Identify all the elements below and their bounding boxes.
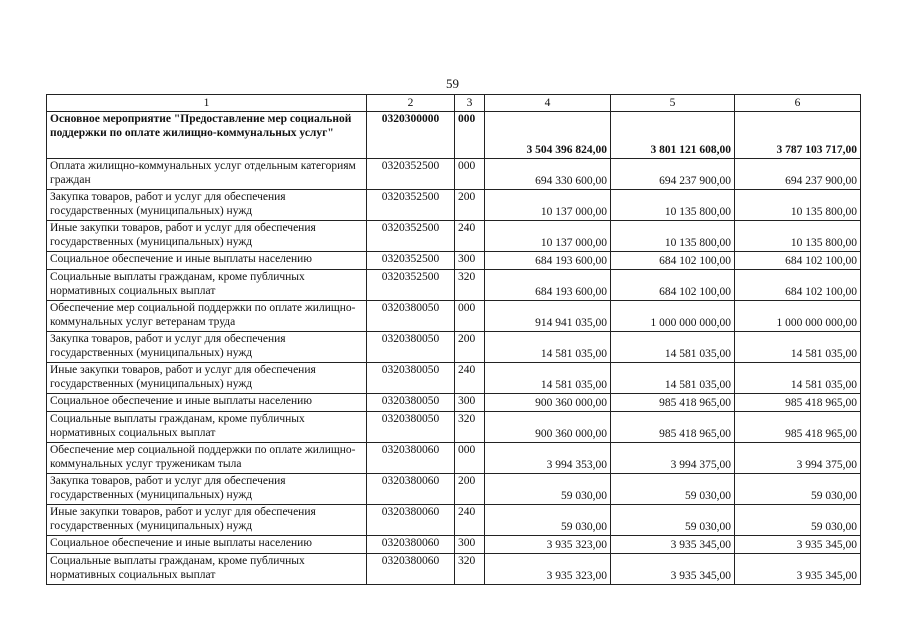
row-csr-code: 0320352500 [367,252,455,270]
row-amount-year1: 914 941 035,00 [485,301,611,332]
row-name: Социальные выплаты гражданам, кроме публичных нормативных социальных выплат [47,412,367,443]
row-vr-code: 320 [455,412,485,443]
row-amount-year2: 59 030,00 [611,474,735,505]
table-row [47,474,861,505]
row-amount-year2: 3 935 345,00 [611,554,735,585]
row-csr-code: 0320380060 [367,474,455,505]
row-amount-year3: 3 935 345,00 [735,554,861,585]
row-amount-year2: 10 135 800,00 [611,190,735,221]
row-vr-code: 200 [455,474,485,505]
row-amount-year3: 3 994 375,00 [735,443,861,474]
row-amount-year2: 3 801 121 608,00 [611,112,735,159]
row-vr-code: 000 [455,112,485,159]
row-amount-year1: 59 030,00 [485,505,611,536]
row-amount-year2: 3 994 375,00 [611,443,735,474]
row-name: Обеспечение мер социальной поддержки по оплате жилищно-коммунальных услуг ветеранам труда [47,301,367,332]
row-vr-code: 300 [455,394,485,412]
row-amount-year2: 14 581 035,00 [611,363,735,394]
table-row [47,301,861,332]
table-row [47,443,861,474]
table-row [47,554,861,585]
row-amount-year2: 14 581 035,00 [611,332,735,363]
row-amount-year1: 684 193 600,00 [485,252,611,270]
table-row [47,505,861,536]
table-row [47,332,861,363]
table-row [47,394,861,412]
row-name: Социальное обеспечение и иные выплаты населению [47,252,367,270]
row-name: Социальные выплаты гражданам, кроме публичных нормативных социальных выплат [47,554,367,585]
row-csr-code: 0320380060 [367,536,455,554]
row-name: Оплата жилищно-коммунальных услуг отдельным категориям граждан [47,159,367,190]
row-name: Закупка товаров, работ и услуг для обеспечения государственных (муниципальных) нужд [47,332,367,363]
row-amount-year1: 3 935 323,00 [485,554,611,585]
row-amount-year2: 1 000 000 000,00 [611,301,735,332]
row-amount-year1: 3 935 323,00 [485,536,611,554]
row-vr-code: 240 [455,505,485,536]
row-amount-year2: 985 418 965,00 [611,412,735,443]
row-name: Основное мероприятие "Предоставление мер социальной поддержки по оплате жилищно-коммунальных услуг" [47,112,367,159]
row-amount-year2: 3 935 345,00 [611,536,735,554]
table-row [47,363,861,394]
row-csr-code: 0320352500 [367,270,455,301]
row-vr-code: 320 [455,270,485,301]
row-csr-code: 0320380050 [367,332,455,363]
row-vr-code: 240 [455,363,485,394]
row-name: Обеспечение мер социальной поддержки по оплате жилищно-коммунальных услуг труженикам тыла [47,443,367,474]
row-amount-year1: 10 137 000,00 [485,190,611,221]
row-amount-year1: 59 030,00 [485,474,611,505]
row-amount-year2: 10 135 800,00 [611,221,735,252]
column-header: 3 [455,95,485,112]
column-header: 4 [485,95,611,112]
column-header: 5 [611,95,735,112]
row-csr-code: 0320380060 [367,443,455,474]
table-row [47,190,861,221]
page-number: 59 [446,76,459,91]
row-amount-year1: 14 581 035,00 [485,363,611,394]
row-amount-year3: 59 030,00 [735,505,861,536]
table-row [47,112,861,159]
row-name: Иные закупки товаров, работ и услуг для обеспечения государственных (муниципальных) нужд [47,221,367,252]
row-csr-code: 0320380050 [367,394,455,412]
row-amount-year2: 694 237 900,00 [611,159,735,190]
table-header-row [47,95,861,112]
row-amount-year3: 684 102 100,00 [735,252,861,270]
row-amount-year3: 684 102 100,00 [735,270,861,301]
column-header: 6 [735,95,861,112]
table-row [47,536,861,554]
row-amount-year1: 900 360 000,00 [485,412,611,443]
row-name: Закупка товаров, работ и услуг для обеспечения государственных (муниципальных) нужд [47,190,367,221]
row-amount-year3: 10 135 800,00 [735,221,861,252]
row-amount-year2: 684 102 100,00 [611,252,735,270]
table-row [47,159,861,190]
row-amount-year3: 59 030,00 [735,474,861,505]
row-amount-year3: 3 935 345,00 [735,536,861,554]
table-row [47,412,861,443]
row-amount-year1: 10 137 000,00 [485,221,611,252]
row-amount-year1: 3 994 353,00 [485,443,611,474]
row-amount-year3: 10 135 800,00 [735,190,861,221]
row-vr-code: 000 [455,159,485,190]
row-amount-year1: 694 330 600,00 [485,159,611,190]
row-amount-year3: 14 581 035,00 [735,363,861,394]
row-vr-code: 200 [455,332,485,363]
row-vr-code: 200 [455,190,485,221]
row-amount-year2: 59 030,00 [611,505,735,536]
row-amount-year3: 1 000 000 000,00 [735,301,861,332]
column-header: 1 [47,95,367,112]
row-csr-code: 0320380050 [367,363,455,394]
row-name: Социальное обеспечение и иные выплаты населению [47,536,367,554]
row-csr-code: 0320352500 [367,221,455,252]
budget-table [46,94,861,585]
row-name: Закупка товаров, работ и услуг для обеспечения государственных (муниципальных) нужд [47,474,367,505]
table-row [47,270,861,301]
row-amount-year3: 985 418 965,00 [735,394,861,412]
row-name: Социальное обеспечение и иные выплаты населению [47,394,367,412]
row-csr-code: 0320380060 [367,554,455,585]
row-amount-year3: 985 418 965,00 [735,412,861,443]
table-row [47,252,861,270]
row-csr-code: 0320352500 [367,190,455,221]
row-csr-code: 0320380060 [367,505,455,536]
row-amount-year1: 900 360 000,00 [485,394,611,412]
row-name: Иные закупки товаров, работ и услуг для обеспечения государственных (муниципальных) нужд [47,363,367,394]
row-amount-year3: 694 237 900,00 [735,159,861,190]
row-amount-year2: 985 418 965,00 [611,394,735,412]
row-amount-year3: 3 787 103 717,00 [735,112,861,159]
table-row [47,221,861,252]
row-amount-year1: 3 504 396 824,00 [485,112,611,159]
row-amount-year1: 684 193 600,00 [485,270,611,301]
row-csr-code: 0320380050 [367,301,455,332]
row-vr-code: 240 [455,221,485,252]
column-header: 2 [367,95,455,112]
row-csr-code: 0320300000 [367,112,455,159]
row-csr-code: 0320352500 [367,159,455,190]
row-vr-code: 000 [455,443,485,474]
row-name: Социальные выплаты гражданам, кроме публичных нормативных социальных выплат [47,270,367,301]
row-csr-code: 0320380050 [367,412,455,443]
row-amount-year2: 684 102 100,00 [611,270,735,301]
row-amount-year3: 14 581 035,00 [735,332,861,363]
row-name: Иные закупки товаров, работ и услуг для обеспечения государственных (муниципальных) нужд [47,505,367,536]
row-vr-code: 300 [455,252,485,270]
row-vr-code: 000 [455,301,485,332]
row-amount-year1: 14 581 035,00 [485,332,611,363]
row-vr-code: 320 [455,554,485,585]
row-vr-code: 300 [455,536,485,554]
